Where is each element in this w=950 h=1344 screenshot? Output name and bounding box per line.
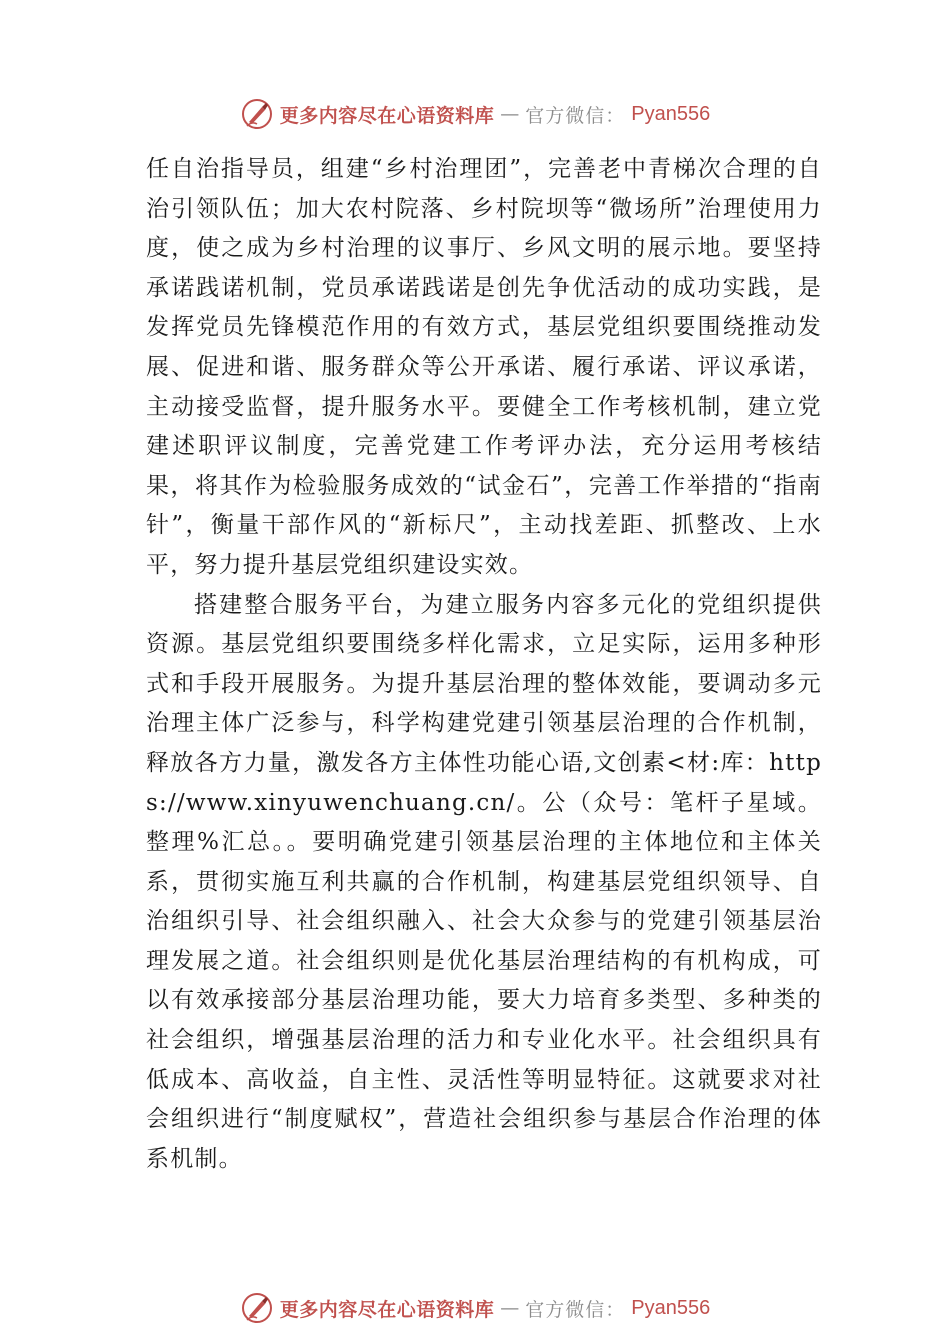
document-body [146,150,822,1179]
footer-banner [0,1290,950,1326]
footer-wechat-label: 官方微信： [525,1298,626,1321]
header-banner [0,96,950,132]
header-wechat-label: 官方微信： [525,104,626,127]
footer-dash: — [500,1297,520,1319]
header-brand-text: 更多内容尽在心语资料库 [279,104,495,127]
header-wechat-id: Pyan556 [631,102,711,125]
footer-wechat-id: Pyan556 [631,1296,711,1319]
pen-logo-icon [240,1291,274,1325]
paragraph-1: 任自治指导员，组建“乡村治理团”，完善老中青梯次合理的自治引领队伍；加大农村院落、乡村院坝等“微场所”治理使用力度，使之成为乡村治理的议事厅、乡风文明的展示地。要坚持承诺践诺机制，党员承诺践诺是创先争优活动的成功实践，是发挥党员先锋模范作用的有效方式，基层党组织要围绕推动发展、促进和谐、服务群众等公开承诺、履行承诺、评议承诺，主动接受监督，提升服务水平。要健全工作考核机制，建立党建述职评议制度，完善党建工作考评办法，充分运用考核结果，将其作为检验服务成效的“试金石”，完善工作举措的“指南针”，衡量干部作风的“新标尺”，主动找差距、抓整改、上水平，努力提升基层党组织建设实效。 [146,156,822,578]
pen-logo-icon [240,97,274,131]
footer-brand-text: 更多内容尽在心语资料库 [279,1298,495,1321]
paragraph-2: 搭建整合服务平台，为建立服务内容多元化的党组织提供资源。基层党组织要围绕多样化需求，立足实际，运用多种形式和手段开展服务。为提升基层治理的整体效能，要调动多元治理主体广泛参与，科学构建党建引领基层治理的合作机制，释放各方力量，激发各方主体性功能心语,文创素<材:库：https://www.xinyuwenchuang.cn/。公（众号：笔杆子星域。整理%汇总。。要明确党建引领基层治理的主体地位和主体关系，贯彻实施互利共赢的合作机制，构建基层党组织领导、自治组织引导、社会组织融入、社会大众参与的党建引领基层治理发展之道。社会组织则是优化基层治理结构的有机构成，可以有效承接部分基层治理功能，要大力培育多类型、多种类的社会组织，增强基层治理的活力和专业化水平。社会组织具有低成本、高收益，自主性、灵活性等明显特征。这就要求对社会组织进行“制度赋权”，营造社会组织参与基层合作治理的体系机制。 [146,591,822,1172]
header-dash: — [500,103,520,125]
